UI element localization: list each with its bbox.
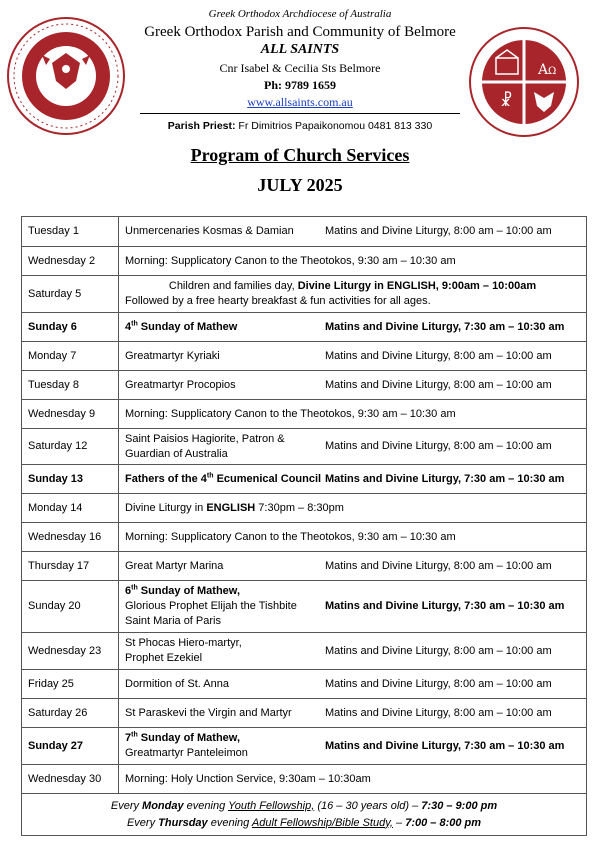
page-subtitle: JULY 2025	[257, 175, 343, 195]
row-day: Thursday 17	[22, 552, 119, 581]
table-row	[22, 400, 587, 429]
english-liturgy-text: Divine Liturgy in ENGLISH, 9:00am – 10:00am	[297, 280, 537, 292]
row-day: Tuesday 8	[22, 371, 119, 400]
services-table	[21, 216, 587, 836]
church-address: Cnr Isabel & Cecilia Sts Belmore	[219, 61, 381, 75]
archdiocese-name: Greek Orthodox Archdiocese of Australia	[208, 8, 392, 20]
row-service: Matins and Divine Liturgy, 8:00 am – 10:00 am	[325, 225, 552, 237]
row-service: Matins and Divine Liturgy, 8:00 am – 10:00 am	[325, 706, 552, 719]
row-feast: Greatmartyr Kyriaki	[125, 349, 220, 362]
row-feast: St Paraskevi the Virgin and Martyr	[125, 706, 292, 719]
table-row	[22, 247, 587, 276]
row-service: Matins and Divine Liturgy, 7:30 am – 10:30 am	[325, 739, 565, 752]
row-day: Wednesday 23	[22, 633, 119, 670]
page-title: Program of Church Services	[190, 145, 410, 165]
table-row	[22, 552, 587, 581]
adult-fellowship-line: Every Thursday evening Adult Fellowship/Bible Study, – 7:00 – 8:00 pm	[126, 816, 482, 829]
table-row	[22, 581, 587, 633]
priest-label: Parish Priest:	[167, 120, 236, 132]
svg-text:Α: Α	[538, 62, 549, 78]
row-day: Wednesday 9	[22, 400, 119, 429]
families-day-text: Children and families day,	[168, 280, 298, 292]
row-day: Sunday 6	[22, 313, 119, 342]
row-feast: 7th Sunday of Mathew, Greatmartyr Panteleimon	[125, 731, 248, 759]
row-feast: Saint Paisios Hagiorite, Patron & Guardian of Australia	[125, 432, 285, 460]
table-row	[22, 342, 587, 371]
row-day: Monday 7	[22, 342, 119, 371]
row-feast: Unmercenaries Kosmas & Damian	[125, 225, 294, 237]
fellowship-footer	[22, 794, 587, 836]
table-row	[22, 313, 587, 342]
row-day: Wednesday 30	[22, 765, 119, 794]
priest-name: Fr Dimitrios Papaikonomou 0481 813 330	[238, 120, 433, 132]
row-feast: Greatmartyr Procopios	[125, 378, 236, 391]
row-day: Sunday 27	[22, 728, 119, 765]
breakfast-text: Followed by a free hearty breakfast & fun activities for all ages.	[125, 295, 431, 307]
row-service: Matins and Divine Liturgy, 8:00 am – 10:00 am	[325, 349, 552, 362]
table-row	[22, 670, 587, 699]
svg-text:Ω: Ω	[548, 66, 557, 77]
row-service: Matins and Divine Liturgy, 8:00 am – 10:00 am	[325, 677, 552, 690]
website-link[interactable]: www.allsaints.com.au	[247, 95, 353, 109]
row-service: Morning: Holy Unction Service, 9:30am – 10:30am	[119, 765, 587, 794]
row-day: Sunday 20	[22, 581, 119, 633]
table-row	[22, 494, 587, 523]
row-service: Matins and Divine Liturgy, 7:30 am – 10:30 am	[325, 600, 565, 612]
row-day: Saturday 26	[22, 699, 119, 728]
row-service: Morning: Supplicatory Canon to the Theotokos, 9:30 am – 10:30 am	[119, 523, 587, 552]
row-feast: St Phocas Hiero-martyr, Prophet Ezekiel	[125, 637, 242, 664]
row-feast: Great Martyr Marina	[125, 559, 224, 572]
parish-name: Greek Orthodox Parish and Community of Belmore	[144, 24, 456, 40]
church-name: ALL SAINTS	[260, 42, 340, 57]
row-day: Saturday 5	[22, 276, 119, 313]
row-service: Matins and Divine Liturgy, 7:30 am – 10:30 am	[325, 472, 565, 485]
row-service: Divine Liturgy in ENGLISH 7:30pm – 8:30pm	[119, 494, 587, 523]
row-day: Monday 14	[22, 494, 119, 523]
row-feast: 4th Sunday of Mathew	[125, 319, 238, 333]
table-row	[22, 699, 587, 728]
row-service: Matins and Divine Liturgy, 8:00 am – 10:00 am	[325, 559, 552, 572]
fellowship-footer-row	[22, 794, 587, 836]
row-day: Sunday 13	[22, 465, 119, 494]
row-day: Tuesday 1	[22, 217, 119, 247]
table-row	[22, 765, 587, 794]
table-row	[22, 465, 587, 494]
row-service: Morning: Supplicatory Canon to the Theotokos, 9:30 am – 10:30 am	[119, 247, 587, 276]
table-row	[22, 429, 587, 465]
row-day: Friday 25	[22, 670, 119, 699]
row-day: Saturday 12	[22, 429, 119, 465]
table-row	[22, 217, 587, 247]
table-row	[22, 728, 587, 765]
table-row	[22, 523, 587, 552]
row-service: Matins and Divine Liturgy, 8:00 am – 10:00 am	[325, 440, 552, 452]
row-day: Wednesday 16	[22, 523, 119, 552]
row-feast: Dormition of St. Anna	[125, 677, 229, 690]
row-service: Morning: Supplicatory Canon to the Theotokos, 9:30 am – 10:30 am	[119, 400, 587, 429]
header-divider	[140, 113, 460, 114]
table-row	[22, 276, 587, 313]
church-phone: Ph: 9789 1659	[264, 78, 336, 92]
row-service: Matins and Divine Liturgy, 8:00 am – 10:00 am	[325, 644, 552, 657]
parish-priest-line	[0, 120, 600, 132]
row-service: Matins and Divine Liturgy, 8:00 am – 10:00 am	[325, 378, 552, 391]
letterhead	[0, 0, 600, 140]
row-feast: Fathers of the 4th Ecumenical Council	[125, 471, 322, 485]
youth-fellowship-line: Every Monday evening Youth Fellowship, (16 – 30 years old) – 7:30 – 9:00 pm	[110, 799, 498, 812]
table-row	[22, 633, 587, 670]
row-service: Matins and Divine Liturgy, 7:30 am – 10:30 am	[325, 320, 565, 333]
table-row	[22, 371, 587, 400]
row-feast: 6th Sunday of Mathew, Glorious Prophet Elijah the Tishbite Saint Maria of Paris	[125, 584, 297, 627]
row-day: Wednesday 2	[22, 247, 119, 276]
svg-text:☧: ☧	[500, 91, 513, 110]
row-service	[119, 276, 587, 313]
